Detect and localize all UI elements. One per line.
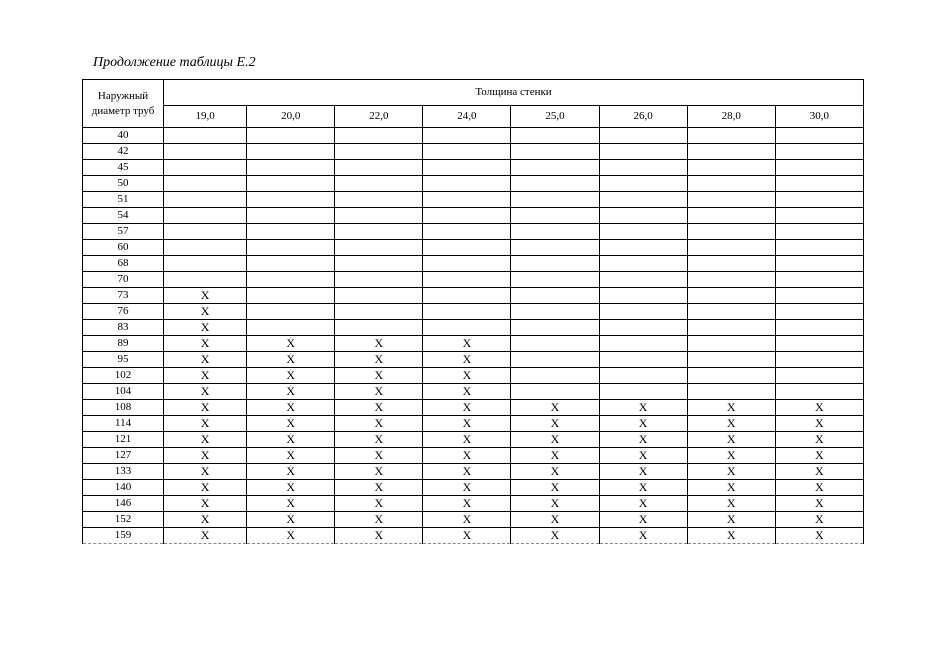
thickness-mark-cell: X: [423, 352, 511, 368]
diameter-cell: 89: [83, 336, 164, 352]
thickness-mark-cell: [511, 256, 599, 272]
thickness-mark-cell: [164, 192, 247, 208]
thickness-mark-cell: [775, 368, 863, 384]
table-caption: Продолжение таблицы Е.2: [93, 55, 256, 70]
thickness-mark-cell: [775, 256, 863, 272]
thickness-mark-cell: X: [164, 448, 247, 464]
thickness-mark-cell: [247, 176, 335, 192]
thickness-mark-cell: X: [687, 480, 775, 496]
thickness-mark-cell: [423, 256, 511, 272]
thickness-mark-cell: [687, 336, 775, 352]
thickness-mark-cell: X: [423, 512, 511, 528]
thickness-mark-cell: X: [164, 336, 247, 352]
table-row: [83, 480, 864, 496]
thickness-mark-cell: [599, 256, 687, 272]
thickness-mark-cell: [247, 144, 335, 160]
thickness-mark-cell: X: [335, 368, 423, 384]
thickness-mark-cell: [423, 128, 511, 144]
diameter-cell: 104: [83, 384, 164, 400]
thickness-mark-cell: X: [247, 528, 335, 544]
thickness-mark-cell: [687, 272, 775, 288]
table-row: [83, 432, 864, 448]
thickness-mark-cell: [511, 192, 599, 208]
diameter-cell: 57: [83, 224, 164, 240]
thickness-mark-cell: [599, 160, 687, 176]
thickness-mark-cell: [164, 176, 247, 192]
thickness-mark-cell: X: [775, 480, 863, 496]
thickness-mark-cell: X: [687, 528, 775, 544]
table-row: [83, 128, 864, 144]
thickness-mark-cell: X: [775, 528, 863, 544]
table-row: [83, 416, 864, 432]
thickness-mark-cell: X: [599, 528, 687, 544]
thickness-mark-cell: X: [335, 496, 423, 512]
thickness-col-header: 24,0: [423, 106, 511, 128]
thickness-mark-cell: [423, 240, 511, 256]
thickness-mark-cell: [247, 256, 335, 272]
thickness-mark-cell: X: [511, 464, 599, 480]
thickness-mark-cell: X: [511, 528, 599, 544]
thickness-mark-cell: [247, 224, 335, 240]
thickness-mark-cell: [511, 304, 599, 320]
thickness-mark-cell: X: [423, 528, 511, 544]
thickness-mark-cell: [775, 352, 863, 368]
thickness-mark-cell: X: [511, 480, 599, 496]
thickness-mark-cell: [335, 192, 423, 208]
thickness-mark-cell: [687, 288, 775, 304]
thickness-mark-cell: [511, 128, 599, 144]
diameter-cell: 102: [83, 368, 164, 384]
diameter-cell: 45: [83, 160, 164, 176]
thickness-mark-cell: [164, 272, 247, 288]
thickness-mark-cell: [335, 128, 423, 144]
diameter-cell: 70: [83, 272, 164, 288]
thickness-mark-cell: [423, 144, 511, 160]
thickness-mark-cell: X: [511, 416, 599, 432]
thickness-mark-cell: [775, 128, 863, 144]
thickness-mark-cell: X: [335, 384, 423, 400]
thickness-mark-cell: [511, 240, 599, 256]
thickness-col-header: 25,0: [511, 106, 599, 128]
thickness-mark-cell: X: [335, 416, 423, 432]
thickness-mark-cell: [164, 160, 247, 176]
table-row: [83, 368, 864, 384]
table-row: [83, 464, 864, 480]
table-row: [83, 144, 864, 160]
thickness-mark-cell: X: [164, 320, 247, 336]
thickness-mark-cell: X: [423, 416, 511, 432]
thickness-mark-cell: [164, 240, 247, 256]
thickness-mark-cell: X: [335, 480, 423, 496]
thickness-mark-cell: X: [164, 432, 247, 448]
thickness-mark-cell: [335, 208, 423, 224]
table-row: [83, 336, 864, 352]
diameter-cell: 121: [83, 432, 164, 448]
diameter-cell: 40: [83, 128, 164, 144]
thickness-mark-cell: [599, 128, 687, 144]
thickness-mark-cell: [775, 272, 863, 288]
thickness-mark-cell: [775, 192, 863, 208]
thickness-mark-cell: [423, 192, 511, 208]
thickness-mark-cell: X: [423, 400, 511, 416]
thickness-mark-cell: [511, 144, 599, 160]
table-row: [83, 224, 864, 240]
thickness-mark-cell: [687, 176, 775, 192]
thickness-mark-cell: X: [335, 528, 423, 544]
diameter-cell: 114: [83, 416, 164, 432]
thickness-mark-cell: [599, 144, 687, 160]
thickness-mark-cell: [247, 192, 335, 208]
thickness-mark-cell: [423, 304, 511, 320]
thickness-mark-cell: [599, 208, 687, 224]
thickness-mark-cell: [335, 304, 423, 320]
diameter-cell: 159: [83, 528, 164, 544]
table-row: [83, 384, 864, 400]
thickness-mark-cell: X: [164, 512, 247, 528]
thickness-mark-cell: [164, 144, 247, 160]
thickness-mark-cell: [335, 320, 423, 336]
thickness-mark-cell: [775, 336, 863, 352]
thickness-mark-cell: X: [687, 512, 775, 528]
thickness-mark-cell: X: [247, 368, 335, 384]
diameter-cell: 95: [83, 352, 164, 368]
thickness-mark-cell: X: [164, 352, 247, 368]
thickness-mark-cell: X: [335, 432, 423, 448]
thickness-mark-cell: [247, 288, 335, 304]
thickness-mark-cell: [599, 176, 687, 192]
thickness-mark-cell: [599, 336, 687, 352]
thickness-mark-cell: [687, 192, 775, 208]
thickness-mark-cell: X: [335, 352, 423, 368]
thickness-mark-cell: [687, 160, 775, 176]
table-row: [83, 528, 864, 544]
thickness-mark-cell: [599, 272, 687, 288]
diameter-cell: 127: [83, 448, 164, 464]
thickness-mark-cell: [335, 144, 423, 160]
table-row: [83, 176, 864, 192]
thickness-mark-cell: X: [247, 448, 335, 464]
diameter-cell: 146: [83, 496, 164, 512]
thickness-mark-cell: X: [775, 512, 863, 528]
thickness-mark-cell: [687, 384, 775, 400]
thickness-mark-cell: X: [775, 448, 863, 464]
thickness-mark-cell: [687, 320, 775, 336]
table-row: [83, 192, 864, 208]
thickness-mark-cell: X: [687, 432, 775, 448]
thickness-mark-cell: [247, 240, 335, 256]
table-row: [83, 240, 864, 256]
thickness-mark-cell: X: [164, 304, 247, 320]
thickness-mark-cell: [599, 192, 687, 208]
thickness-mark-cell: [687, 368, 775, 384]
table-row: [83, 208, 864, 224]
diameter-cell: 68: [83, 256, 164, 272]
thickness-mark-cell: X: [164, 368, 247, 384]
diameter-cell: 60: [83, 240, 164, 256]
thickness-mark-cell: [164, 256, 247, 272]
thickness-mark-cell: X: [335, 448, 423, 464]
thickness-mark-cell: X: [423, 480, 511, 496]
thickness-mark-cell: X: [164, 528, 247, 544]
thickness-mark-cell: X: [599, 432, 687, 448]
thickness-mark-cell: [247, 208, 335, 224]
pipe-thickness-table: [82, 79, 864, 544]
thickness-mark-cell: X: [423, 384, 511, 400]
thickness-mark-cell: [335, 240, 423, 256]
thickness-mark-cell: X: [511, 512, 599, 528]
thickness-mark-cell: [335, 288, 423, 304]
table-row: [83, 320, 864, 336]
thickness-mark-cell: X: [335, 400, 423, 416]
thickness-mark-cell: [423, 288, 511, 304]
thickness-mark-cell: [511, 208, 599, 224]
thickness-mark-cell: [164, 208, 247, 224]
thickness-mark-cell: [335, 272, 423, 288]
thickness-mark-cell: X: [511, 448, 599, 464]
diameter-cell: 140: [83, 480, 164, 496]
thickness-mark-cell: [775, 240, 863, 256]
thickness-mark-cell: [687, 128, 775, 144]
thickness-mark-cell: [335, 176, 423, 192]
thickness-mark-cell: [775, 384, 863, 400]
thickness-mark-cell: X: [335, 464, 423, 480]
thickness-mark-cell: [775, 320, 863, 336]
thickness-mark-cell: [423, 224, 511, 240]
thickness-mark-cell: [687, 144, 775, 160]
thickness-mark-cell: [511, 160, 599, 176]
thickness-mark-cell: [511, 336, 599, 352]
thickness-mark-cell: X: [164, 464, 247, 480]
thickness-mark-cell: X: [247, 464, 335, 480]
table-row: [83, 448, 864, 464]
thickness-mark-cell: X: [423, 368, 511, 384]
thickness-mark-cell: X: [247, 416, 335, 432]
thickness-mark-cell: [511, 320, 599, 336]
header-row-group: [83, 80, 864, 106]
thickness-mark-cell: [511, 224, 599, 240]
thickness-mark-cell: [247, 128, 335, 144]
thickness-mark-cell: [599, 368, 687, 384]
thickness-mark-cell: X: [599, 416, 687, 432]
thickness-mark-cell: X: [423, 336, 511, 352]
thickness-mark-cell: X: [164, 496, 247, 512]
thickness-mark-cell: [687, 240, 775, 256]
thickness-mark-cell: X: [687, 416, 775, 432]
table-row: [83, 288, 864, 304]
thickness-mark-cell: [599, 224, 687, 240]
thickness-mark-cell: [511, 368, 599, 384]
thickness-mark-cell: X: [247, 512, 335, 528]
thickness-mark-cell: X: [164, 288, 247, 304]
thickness-mark-cell: [247, 160, 335, 176]
thickness-mark-cell: X: [247, 384, 335, 400]
thickness-mark-cell: X: [775, 416, 863, 432]
thickness-mark-cell: [511, 384, 599, 400]
thickness-mark-cell: [423, 176, 511, 192]
thickness-header: Толщина стенки: [164, 80, 864, 106]
thickness-mark-cell: [599, 384, 687, 400]
diameter-cell: 108: [83, 400, 164, 416]
thickness-mark-cell: X: [775, 464, 863, 480]
diameter-cell: 133: [83, 464, 164, 480]
thickness-mark-cell: X: [164, 400, 247, 416]
thickness-mark-cell: [775, 144, 863, 160]
diameter-cell: 50: [83, 176, 164, 192]
thickness-mark-cell: X: [164, 384, 247, 400]
thickness-mark-cell: [164, 128, 247, 144]
diameter-cell: 83: [83, 320, 164, 336]
table-row: [83, 352, 864, 368]
thickness-col-header: 20,0: [247, 106, 335, 128]
thickness-mark-cell: [164, 224, 247, 240]
thickness-col-header: 30,0: [775, 106, 863, 128]
thickness-mark-cell: [247, 320, 335, 336]
thickness-mark-cell: [687, 208, 775, 224]
thickness-mark-cell: [423, 272, 511, 288]
thickness-mark-cell: X: [247, 400, 335, 416]
thickness-mark-cell: [775, 224, 863, 240]
thickness-col-header: 26,0: [599, 106, 687, 128]
table-row: [83, 304, 864, 320]
thickness-mark-cell: [423, 320, 511, 336]
thickness-mark-cell: X: [164, 480, 247, 496]
thickness-mark-cell: [423, 208, 511, 224]
thickness-mark-cell: X: [423, 448, 511, 464]
thickness-mark-cell: [599, 288, 687, 304]
thickness-mark-cell: X: [599, 400, 687, 416]
diameter-cell: 54: [83, 208, 164, 224]
thickness-mark-cell: [687, 256, 775, 272]
thickness-mark-cell: X: [423, 496, 511, 512]
thickness-mark-cell: [599, 320, 687, 336]
table-row: [83, 496, 864, 512]
thickness-mark-cell: [775, 160, 863, 176]
thickness-mark-cell: X: [335, 512, 423, 528]
thickness-mark-cell: X: [599, 464, 687, 480]
table-row: [83, 256, 864, 272]
thickness-mark-cell: [335, 256, 423, 272]
diameter-cell: 76: [83, 304, 164, 320]
thickness-mark-cell: [247, 272, 335, 288]
diameter-cell: 73: [83, 288, 164, 304]
thickness-mark-cell: X: [335, 336, 423, 352]
thickness-col-header: 22,0: [335, 106, 423, 128]
thickness-mark-cell: [511, 272, 599, 288]
thickness-mark-cell: X: [247, 480, 335, 496]
thickness-mark-cell: [247, 304, 335, 320]
thickness-mark-cell: [599, 240, 687, 256]
thickness-mark-cell: X: [775, 496, 863, 512]
thickness-mark-cell: X: [687, 496, 775, 512]
diameter-header: Наружный диаметр труб: [83, 80, 164, 128]
diameter-cell: 42: [83, 144, 164, 160]
thickness-mark-cell: [775, 176, 863, 192]
thickness-mark-cell: [687, 224, 775, 240]
thickness-mark-cell: [687, 304, 775, 320]
thickness-mark-cell: [511, 176, 599, 192]
thickness-mark-cell: X: [423, 432, 511, 448]
table-row: [83, 272, 864, 288]
thickness-mark-cell: X: [775, 432, 863, 448]
thickness-mark-cell: [335, 160, 423, 176]
thickness-mark-cell: [423, 160, 511, 176]
thickness-mark-cell: X: [511, 400, 599, 416]
thickness-mark-cell: X: [511, 432, 599, 448]
thickness-mark-cell: X: [511, 496, 599, 512]
thickness-mark-cell: X: [247, 352, 335, 368]
thickness-mark-cell: X: [687, 448, 775, 464]
table-row: [83, 512, 864, 528]
thickness-mark-cell: X: [599, 448, 687, 464]
thickness-mark-cell: X: [164, 416, 247, 432]
thickness-mark-cell: X: [247, 432, 335, 448]
thickness-mark-cell: [775, 304, 863, 320]
thickness-mark-cell: X: [423, 464, 511, 480]
thickness-mark-cell: X: [247, 336, 335, 352]
table-row: [83, 400, 864, 416]
thickness-mark-cell: X: [599, 496, 687, 512]
thickness-mark-cell: [335, 224, 423, 240]
thickness-mark-cell: X: [599, 512, 687, 528]
thickness-mark-cell: [511, 352, 599, 368]
diameter-cell: 51: [83, 192, 164, 208]
thickness-col-header: 19,0: [164, 106, 247, 128]
diameter-cell: 152: [83, 512, 164, 528]
thickness-mark-cell: [511, 288, 599, 304]
thickness-mark-cell: X: [687, 400, 775, 416]
thickness-mark-cell: X: [775, 400, 863, 416]
thickness-mark-cell: [775, 208, 863, 224]
thickness-mark-cell: [599, 352, 687, 368]
thickness-col-header: 28,0: [687, 106, 775, 128]
thickness-mark-cell: [687, 352, 775, 368]
thickness-mark-cell: X: [687, 464, 775, 480]
thickness-mark-cell: X: [247, 496, 335, 512]
header-row-thickness-values: [83, 106, 864, 128]
thickness-mark-cell: [775, 288, 863, 304]
thickness-mark-cell: [599, 304, 687, 320]
thickness-mark-cell: X: [599, 480, 687, 496]
table-row: [83, 160, 864, 176]
